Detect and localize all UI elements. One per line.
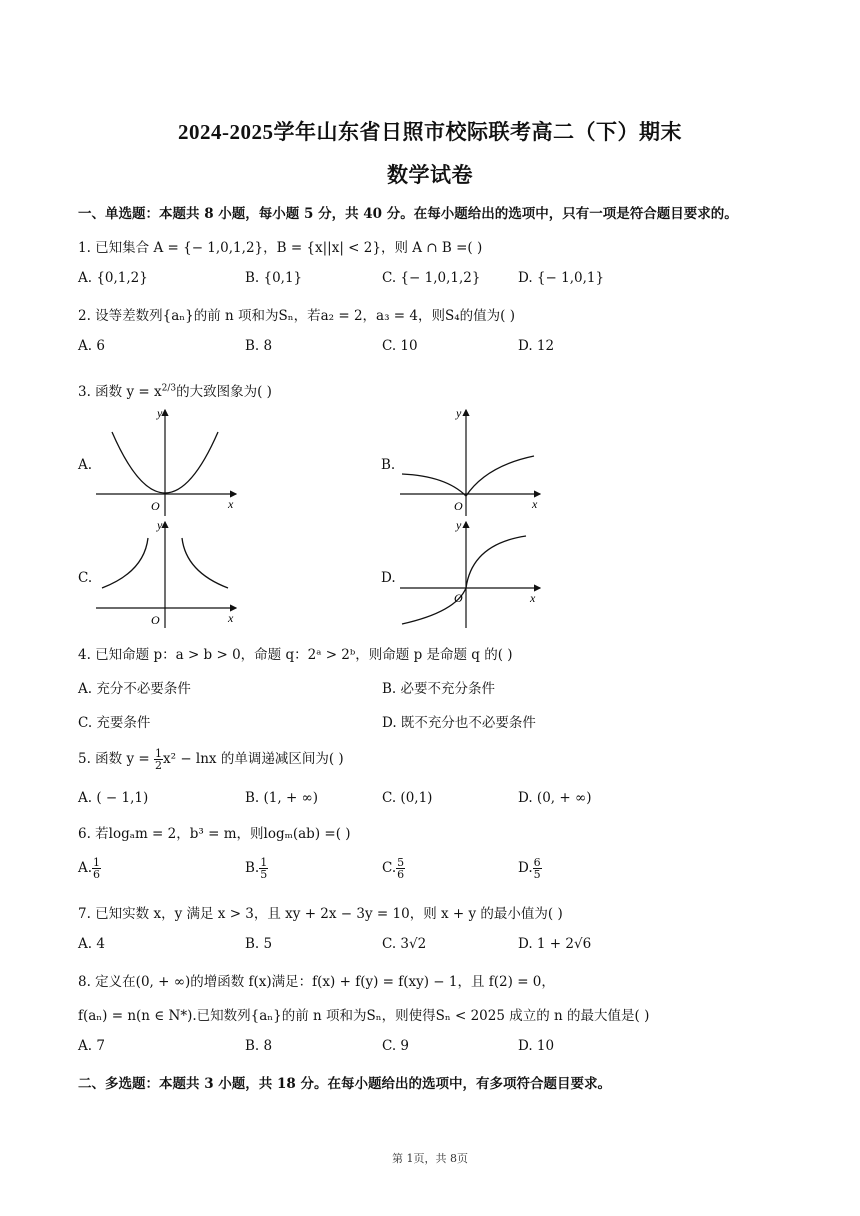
question-5-stem	[78, 747, 344, 771]
question-7-option-a: A. 4	[78, 936, 105, 952]
question-6-option-b-label: B.	[245, 860, 260, 876]
question-6-option-b-fraction	[259, 857, 268, 880]
question-7-option-c: C. 3√2	[382, 936, 427, 952]
page-number: 第 1页，共 8页	[392, 1152, 468, 1165]
graph-b-x-label: x	[532, 497, 538, 511]
graph-b-origin-label: O	[454, 499, 463, 513]
graph-d	[396, 516, 546, 628]
question-5-fraction	[154, 748, 163, 771]
question-1-stem: 1. 已知集合 A = {− 1,0,1,2}，B = {x||x| < 2}，则 A ∩ B =( )	[78, 240, 483, 256]
question-4-option-b: B. 必要不充分条件	[382, 681, 496, 697]
question-6-option-c-numerator: 5	[397, 856, 405, 869]
question-5-option-c: C. (0,1)	[382, 790, 433, 806]
question-6-option-b-numerator: 1	[260, 856, 268, 869]
question-6-option-d	[518, 857, 542, 880]
graph-c-x-label: x	[228, 611, 234, 625]
question-3-stem-prefix: 3. 函数 y = x	[78, 384, 162, 400]
page-title: 2024-2025学年山东省日照市校际联考高二（下）期末	[178, 120, 682, 144]
question-7-option-d: D. 1 + 2√6	[518, 936, 592, 952]
question-6-option-a-label: A.	[78, 860, 93, 876]
graph-a-origin-label: O	[151, 499, 160, 513]
question-3-stem	[78, 380, 272, 400]
question-6-option-a	[78, 857, 101, 880]
question-4-option-d: D. 既不充分也不必要条件	[382, 715, 536, 731]
graph-d-origin-label: O	[454, 591, 463, 605]
question-4-stem: 4. 已知命题 p：a > b > 0，命题 q：2ᵃ > 2ᵇ，则命题 p 是命题 q 的( )	[78, 647, 513, 663]
graph-c-y-label: y	[157, 518, 163, 532]
question-2-option-b: B. 8	[245, 338, 273, 354]
section-heading-single-choice: 一、单选题：本题共 8 小题，每小题 5 分，共 40 分。在每小题给出的选项中，只有一项是符合题目要求的。	[78, 206, 738, 222]
question-6-option-c-fraction	[396, 857, 405, 880]
question-6-stem: 6. 若logₐm = 2，b³ = m，则logₘ(ab) =( )	[78, 826, 351, 842]
question-3-option-d: D.	[381, 570, 396, 586]
question-3-exponent: 2/3	[161, 383, 177, 394]
question-1-option-b: B. {0,1}	[245, 270, 303, 286]
question-6-option-a-fraction	[92, 857, 101, 880]
question-6-option-d-fraction	[533, 857, 542, 880]
page-subtitle: 数学试卷	[387, 163, 473, 187]
graph-a-x-label: x	[228, 497, 234, 511]
question-1-option-d: D. {− 1,0,1}	[518, 270, 605, 286]
question-6-option-d-label: D.	[518, 860, 533, 876]
graph-d-x-label: x	[530, 591, 536, 605]
question-7-stem: 7. 已知实数 x，y 满足 x > 3，且 xy + 2x − 3y = 10，则 x + y 的最小值为( )	[78, 906, 563, 922]
question-3-option-b: B.	[381, 457, 396, 473]
question-4-option-a: A. 充分不必要条件	[78, 681, 191, 697]
question-6-option-d-denominator: 5	[533, 868, 541, 881]
graph-b	[396, 404, 546, 516]
section-heading-multi-choice: 二、多选题：本题共 3 小题，共 18 分。在每小题给出的选项中，有多项符合题目要求。	[78, 1076, 611, 1092]
question-6-option-b-denominator: 5	[260, 868, 268, 881]
question-6-option-d-numerator: 6	[533, 856, 541, 869]
question-8-option-b: B. 8	[245, 1038, 273, 1054]
graph-a-y-label: y	[157, 406, 163, 420]
question-5-fraction-denominator: 2	[155, 759, 162, 772]
question-4-option-c: C. 充要条件	[78, 715, 151, 731]
question-5-fraction-numerator: 1	[155, 747, 162, 760]
question-2-stem: 2. 设等差数列{aₙ}的前 n 项和为Sₙ，若a₂ = 2，a₃ = 4，则S₄的值为( )	[78, 308, 515, 324]
question-5-option-d: D. (0, + ∞)	[518, 790, 592, 806]
question-5-option-a: A. ( − 1,1)	[78, 790, 149, 806]
graph-b-y-label: y	[456, 406, 462, 420]
question-6-option-c-label: C.	[382, 860, 397, 876]
question-3-option-a: A.	[78, 457, 93, 473]
question-2-option-c: C. 10	[382, 338, 418, 354]
question-8-stem-line2: f(aₙ) = n(n ∈ N*).已知数列{aₙ}的前 n 项和为Sₙ，则使得Sₙ < 2025 成立的 n 的最大值是( )	[78, 1008, 650, 1024]
question-6-option-c	[382, 857, 405, 880]
question-1-option-c: C. {− 1,0,1,2}	[382, 270, 481, 286]
question-2-option-d: D. 12	[518, 338, 555, 354]
question-8-option-d: D. 10	[518, 1038, 555, 1054]
graph-c	[92, 516, 242, 628]
graph-c-origin-label: O	[151, 613, 160, 627]
graph-a	[92, 404, 242, 516]
question-3-stem-suffix: 的大致图象为( )	[176, 384, 272, 400]
question-6-option-a-denominator: 6	[93, 868, 101, 881]
question-5-option-b: B. (1, + ∞)	[245, 790, 319, 806]
question-8-option-a: A. 7	[78, 1038, 105, 1054]
question-8-stem: 8. 定义在(0, + ∞)的增函数 f(x)满足：f(x) + f(y) = f(xy) − 1，且 f(2) = 0，	[78, 974, 555, 990]
question-2-option-a: A. 6	[78, 338, 105, 354]
question-7-option-b: B. 5	[245, 936, 273, 952]
graph-d-y-label: y	[456, 518, 462, 532]
question-6-option-b	[245, 857, 268, 880]
question-3-option-c: C.	[78, 570, 93, 586]
question-5-stem-suffix: x² − lnx 的单调递减区间为( )	[163, 751, 344, 767]
question-6-option-a-numerator: 1	[93, 856, 101, 869]
question-8-option-c: C. 9	[382, 1038, 410, 1054]
question-5-stem-prefix: 5. 函数 y =	[78, 751, 150, 767]
question-6-option-c-denominator: 6	[397, 868, 405, 881]
question-1-option-a: A. {0,1,2}	[78, 270, 148, 286]
